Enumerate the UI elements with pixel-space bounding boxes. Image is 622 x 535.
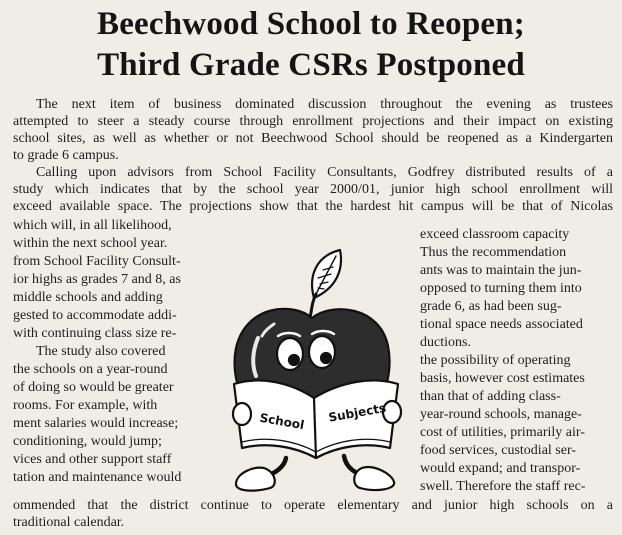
stem-icon bbox=[310, 294, 316, 318]
left-column-line: rooms. For example, with bbox=[13, 398, 158, 413]
right-column-line: tional space needs associated bbox=[420, 317, 583, 332]
left-column-line: of doing so would be greater bbox=[13, 380, 174, 395]
article-headline bbox=[0, 4, 622, 86]
closing-line: traditional calendar. bbox=[13, 515, 125, 530]
left-column-line: the schools on a year-round bbox=[13, 362, 168, 377]
right-column-line: opposed to turning them into bbox=[420, 281, 582, 296]
right-column-line: basis, however cost estimates bbox=[420, 371, 585, 386]
left-column-line: which will, in all likelihood, bbox=[13, 218, 172, 233]
left-column-line: tation and maintenance would bbox=[13, 470, 182, 485]
intro-line: exceed available space. The projections show that the hardest hit campus will be that of Nicolas bbox=[13, 199, 613, 214]
right-column-line: than that of adding class- bbox=[420, 389, 561, 404]
right-column-line: exceed classroom capacity bbox=[420, 227, 570, 242]
intro-line: study which indicates that by the school year 2000/01, junior high school enrollment will bbox=[13, 182, 613, 197]
intro-line: to grade 6 campus. bbox=[13, 148, 119, 163]
right-column-line: cost of utilities, primarily air- bbox=[420, 425, 585, 440]
book-right-word: Subjects bbox=[327, 400, 388, 425]
right-column-line: food services, custodial ser- bbox=[420, 443, 577, 458]
right-column-line: ductions. bbox=[420, 335, 471, 350]
right-column-line: year-round schools, manage- bbox=[420, 407, 582, 422]
left-column-line: ior highs as grades 7 and 8, as bbox=[13, 272, 181, 287]
right-column-line: the possibility of operating bbox=[420, 353, 571, 368]
left-column-line: from School Facility Consult- bbox=[13, 254, 181, 269]
left-column-line: The study also covered bbox=[36, 344, 166, 359]
closing-line: ommended that the district continue to operate elementary and junior high schools on a bbox=[13, 498, 613, 513]
left-column-line: with continuing class size re- bbox=[13, 326, 177, 341]
headline-line-1: Beechwood School to Reopen; bbox=[97, 6, 525, 42]
left-column-line: gested to accommodate addi- bbox=[13, 308, 177, 323]
right-shoe-icon bbox=[354, 467, 394, 490]
intro-line: Calling upon advisors from School Facility Consultants, Godfrey distributed results of a bbox=[36, 165, 613, 180]
left-column-line: vices and other support staff bbox=[13, 452, 172, 467]
right-column-line: swell. Therefore the staff rec- bbox=[420, 479, 586, 494]
left-shoe-icon bbox=[236, 468, 275, 491]
apple-mascot-illustration bbox=[212, 236, 412, 498]
right-column-line: ants was to maintain the jun- bbox=[420, 263, 582, 278]
left-eye-icon bbox=[277, 338, 303, 370]
right-column-line: grade 6, as had been sug- bbox=[420, 299, 562, 314]
intro-line: school sites, as well as whether or not Beechwood School should be reopened as a Kindergarten bbox=[13, 131, 613, 146]
left-column-line: within the next school year. bbox=[13, 236, 168, 251]
right-column-line: would expand; and transpor- bbox=[420, 461, 581, 476]
left-column-line: ment salaries would increase; bbox=[13, 416, 179, 431]
left-column-line: conditioning, would jump; bbox=[13, 434, 162, 449]
headline-line-2: Third Grade CSRs Postponed bbox=[97, 47, 525, 83]
intro-line: The next item of business dominated discussion throughout the evening as trustees bbox=[36, 97, 613, 112]
right-column-line: Thus the recommendation bbox=[420, 245, 567, 260]
book-left-word: School bbox=[258, 410, 306, 433]
left-column-line: middle schools and adding bbox=[13, 290, 163, 305]
right-eye-icon bbox=[309, 336, 335, 368]
intro-line: attempted to steer a steady course through enrollment projections and their impact on existing bbox=[13, 114, 613, 129]
